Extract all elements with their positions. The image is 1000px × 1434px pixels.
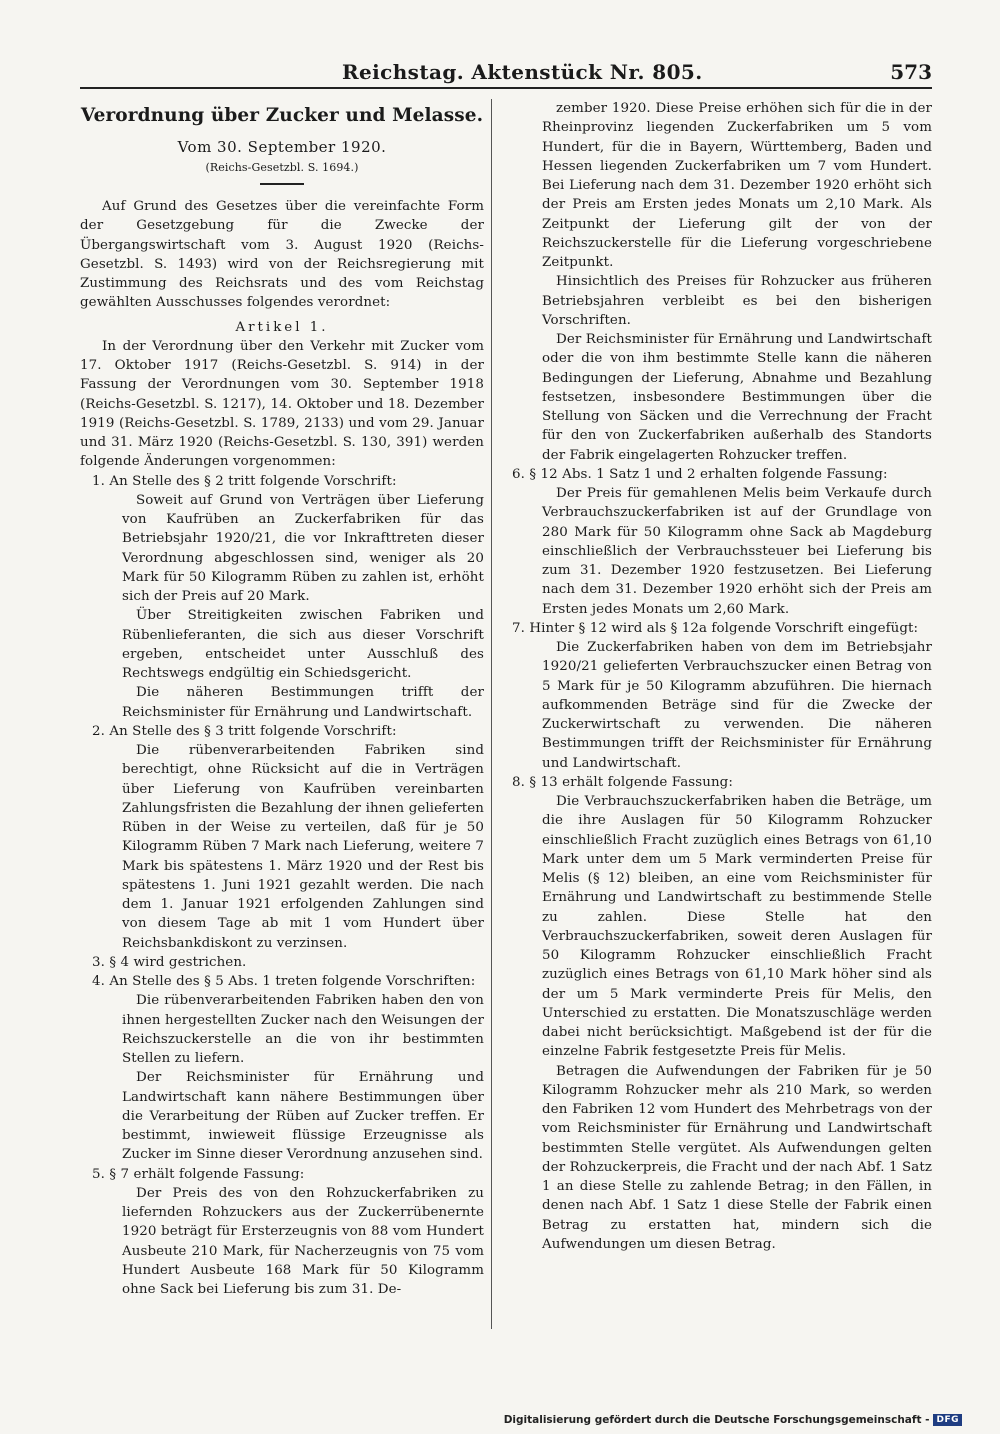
header-rule — [80, 87, 932, 89]
amendment-text: zember 1920. Diese Preise erhöhen sich für die in der Rheinprovinz liegenden Zuckerfabriken um 5 vom Hundert, für die in Bayern, Württemberg, Baden und Hessen liegenden Zuckerfabriken um 7 vom Hundert. Bei Lieferung nach dem 31. Dezember 1920 erhöht sich der Preis am Ersten jedes Monats um 2,10 Mark. Als Zeitpunkt der Lieferung gilt der von der Reichszuckerstelle für die Lieferung vorgeschriebene Zeitpunkt. — [542, 101, 932, 270]
left-column-body — [80, 197, 484, 1299]
title-rule — [260, 183, 304, 185]
amendment-text: Der Reichsminister für Ernährung und Landwirtschaft oder die von ihm bestimmte Stelle kann die näheren Bedingungen der Lieferung, Abnahme und Bezahlung festsetzen, insbesondere Bestimmungen über die Stellung von Säcken und die Verrechnung der Fracht für den von Zuckerfabriken außerhalb des Standorts der Fabrik eingelagerten Rohzucker treffen. — [542, 332, 932, 463]
page-number: 573 — [890, 60, 932, 84]
amendment-item: 3. § 4 wird gestrichen. — [92, 954, 247, 970]
amendment-text: Hinsichtlich des Preises für Rohzucker aus früheren Betriebsjahren verbleibt es bei den bisherigen Vorschriften. — [542, 274, 932, 328]
amendment-text: Der Preis des von den Rohzuckerfabriken zu liefernden Rohzuckers aus der Zuckerrübenernte 1920 beträgt für Ersterzeugnis von 88 vom Hundert Ausbeute 210 Mark, für Nacherzeugnis von 75 vom Hundert Ausbeute 168 Mark für 50 Kilogramm ohne Sack bei Lieferung bis zum 31. De- — [122, 1185, 484, 1297]
document-reference: (Reichs-Gesetzbl. S. 1694.) — [205, 161, 359, 174]
document-title: Verordnung über Zucker und Melasse. — [80, 105, 484, 126]
page-header — [80, 60, 932, 88]
amendment-item: 1. An Stelle des § 2 tritt folgende Vorschrift: — [92, 473, 397, 489]
right-column-body — [500, 99, 932, 1254]
amendment-text: Betragen die Aufwendungen der Fabriken für je 50 Kilogramm Rohzucker mehr als 210 Mark, so werden den Fabriken 12 vom Hundert des Mehrbetrags von der vom Reichsminister für Ernährung und Landwirtschaft bestimmten Stelle vergütet. Als Aufwendungen gelten der Rohzuckerpreis, die Fracht und der nach Abf. 1 Satz 1 an diese Stelle zu zahlende Betrag; in den Fällen, in denen nach Abf. 1 Satz 1 diese Stelle der Fabrik einen Betrag zu erstatten hat, mindern sich die Aufwendungen um diesen Betrag. — [542, 1063, 932, 1252]
amendment-text: Die Zuckerfabriken haben von dem im Betriebsjahr 1920/21 gelieferten Verbrauchszucker einen Betrag von 5 Mark für je 50 Kilogramm abzuführen. Die hiernach aufkommenden Beträge sind für die Zwecke der Zuckerwirtschaft zu verwenden. Die näheren Bestimmungen trifft der Reichsminister für Ernährung und Landwirtschaft. — [542, 640, 932, 771]
digitization-credit — [504, 1414, 962, 1426]
amendment-text: Die Verbrauchszuckerfabriken haben die Beträge, um die ihre Auslagen für 50 Kilogramm Rohzucker einschließlich Fracht zuzüglich eines Betrags von 61,10 Mark unter dem um 5 Mark verminderten Preise für Melis (§ 12) bleiben, an eine vom Reichsminister für Ernährung und Landwirtschaft zu bestimmende Stelle zu zahlen. Diese Stelle hat den Verbrauchszuckerfabriken, soweit deren Auslagen für 50 Kilogramm Rohzucker einschließlich Fracht zuzüglich eines Betrags von 61,10 Mark höher sind als der um 5 Mark verminderte Preis für Melis, den Unterschied zu erstatten. Die Monatszuschläge werden dabei nicht berücksichtigt. Maßgebend ist der für die einzelne Fabrik festgesetzte Preis für Melis. — [542, 794, 932, 1060]
amendment-item: 6. § 12 Abs. 1 Satz 1 und 2 erhalten folgende Fassung: — [512, 466, 888, 482]
right-column — [500, 99, 932, 1254]
body-paragraph: In der Verordnung über den Verkehr mit Zucker vom 17. Oktober 1917 (Reichs-Gesetzbl. S. 914) in der Fassung der Verordnungen vom 30. September 1918 (Reichs-Gesetzbl. S. 1217), 14. Oktober und 18. Dezember 1919 (Reichs-Gesetzbl. S. 1789, 2133) und vom 29. Januar und 31. März 1920 (Reichs-Gesetzbl. S. 130, 391) werden folgende Änderungen vorgenommen: — [80, 338, 484, 470]
amendment-item: 8. § 13 erhält folgende Fassung: — [512, 774, 733, 790]
credit-text: Digitalisierung gefördert durch die Deutsche Forschungsgemeinschaft - — [503, 1414, 930, 1426]
amendment-text: Der Reichsminister für Ernährung und Landwirtschaft kann nähere Bestimmungen über die Verarbeitung der Rüben auf Zucker treffen. Er bestimmt, inwieweit flüssige Erzeugnisse als Zucker im Sinne dieser Verordnung anzusehen sind. — [122, 1070, 484, 1163]
column-divider — [491, 99, 492, 1329]
amendment-text: Über Streitigkeiten zwischen Fabriken und Rübenlieferanten, die sich aus dieser Vorschrift ergeben, entscheidet unter Ausschluß des Rechtswegs endgültig ein Schiedsgericht. — [122, 608, 484, 681]
amendment-text: Die rübenverarbeitenden Fabriken sind berechtigt, ohne Rücksicht auf die in Verträgen über Lieferung von Kaufrüben vereinbarten Zahlungsfristen die Bezahlung der ihnen gelieferten Rüben in der Weise zu verteilen, daß für je 50 Kilogramm Rüben 7 Mark nach Lieferung, weitere 7 Mark bis spätestens 1. März 1920 und der Rest bis spätestens 1. Juni 1921 gezahlt werden. Die nach dem 1. Januar 1921 erfolgenden Zahlungen sind von diesem Tage ab mit 1 vom Hundert über Reichsbankdiskont zu verzinsen. — [122, 743, 484, 951]
article-heading: Artikel 1. — [235, 319, 329, 335]
amendment-text: Soweit auf Grund von Verträgen über Lieferung von Kaufrüben an Zuckerfabriken für das Betriebsjahr 1920/21, die vor Inkrafttreten dieser Verordnung abgeschlossen sind, weniger als 20 Mark für 50 Kilogramm Rüben zu zahlen ist, erhöht sich der Preis auf 20 Mark. — [122, 492, 484, 604]
document-date: Vom 30. September 1920. — [177, 138, 387, 156]
amendment-text: Der Preis für gemahlenen Melis beim Verkaufe durch Verbrauchszuckerfabriken ist auf der Grundlage von 280 Mark für 50 Kilogramm ohne Sack ab Magdeburg einschließlich der Verbrauchssteuer bei Lieferung bis zum 31. Dezember 1920 festzusetzen. Bei Lieferung nach dem 31. Dezember 1920 erhöht sich der Preis am Ersten jedes Monats um 2,60 Mark. — [542, 486, 932, 617]
amendment-item: 4. An Stelle des § 5 Abs. 1 treten folgende Vorschriften: — [92, 974, 476, 989]
dfg-logo: DFG — [933, 1414, 962, 1426]
amendment-item: 2. An Stelle des § 3 tritt folgende Vorschrift: — [92, 723, 397, 739]
left-column — [80, 99, 484, 1299]
amendment-item: 5. § 7 erhält folgende Fassung: — [92, 1166, 305, 1182]
amendment-text: Die rübenverarbeitenden Fabriken haben den von ihnen hergestellten Zucker nach den Weisungen der Reichszuckerstelle an die von ihr bestimmten Stellen zu liefern. — [122, 993, 484, 1066]
amendment-text: Die näheren Bestimmungen trifft der Reichsminister für Ernährung und Landwirtschaft. — [122, 685, 484, 720]
body-paragraph: Auf Grund des Gesetzes über die vereinfachte Form der Gesetzgebung für die Zwecke der Übergangswirtschaft vom 3. August 1920 (Reichs-Gesetzbl. S. 1493) wird von der Reichsregierung mit Zustimmung des Reichsrats und des vom Reichstag gewählten Ausschusses folgendes verordnet: — [80, 199, 484, 311]
amendment-item: 7. Hinter § 12 wird als § 12a folgende Vorschrift eingefügt: — [512, 620, 919, 636]
running-title: Reichstag. Aktenstück Nr. 805. — [342, 60, 703, 84]
